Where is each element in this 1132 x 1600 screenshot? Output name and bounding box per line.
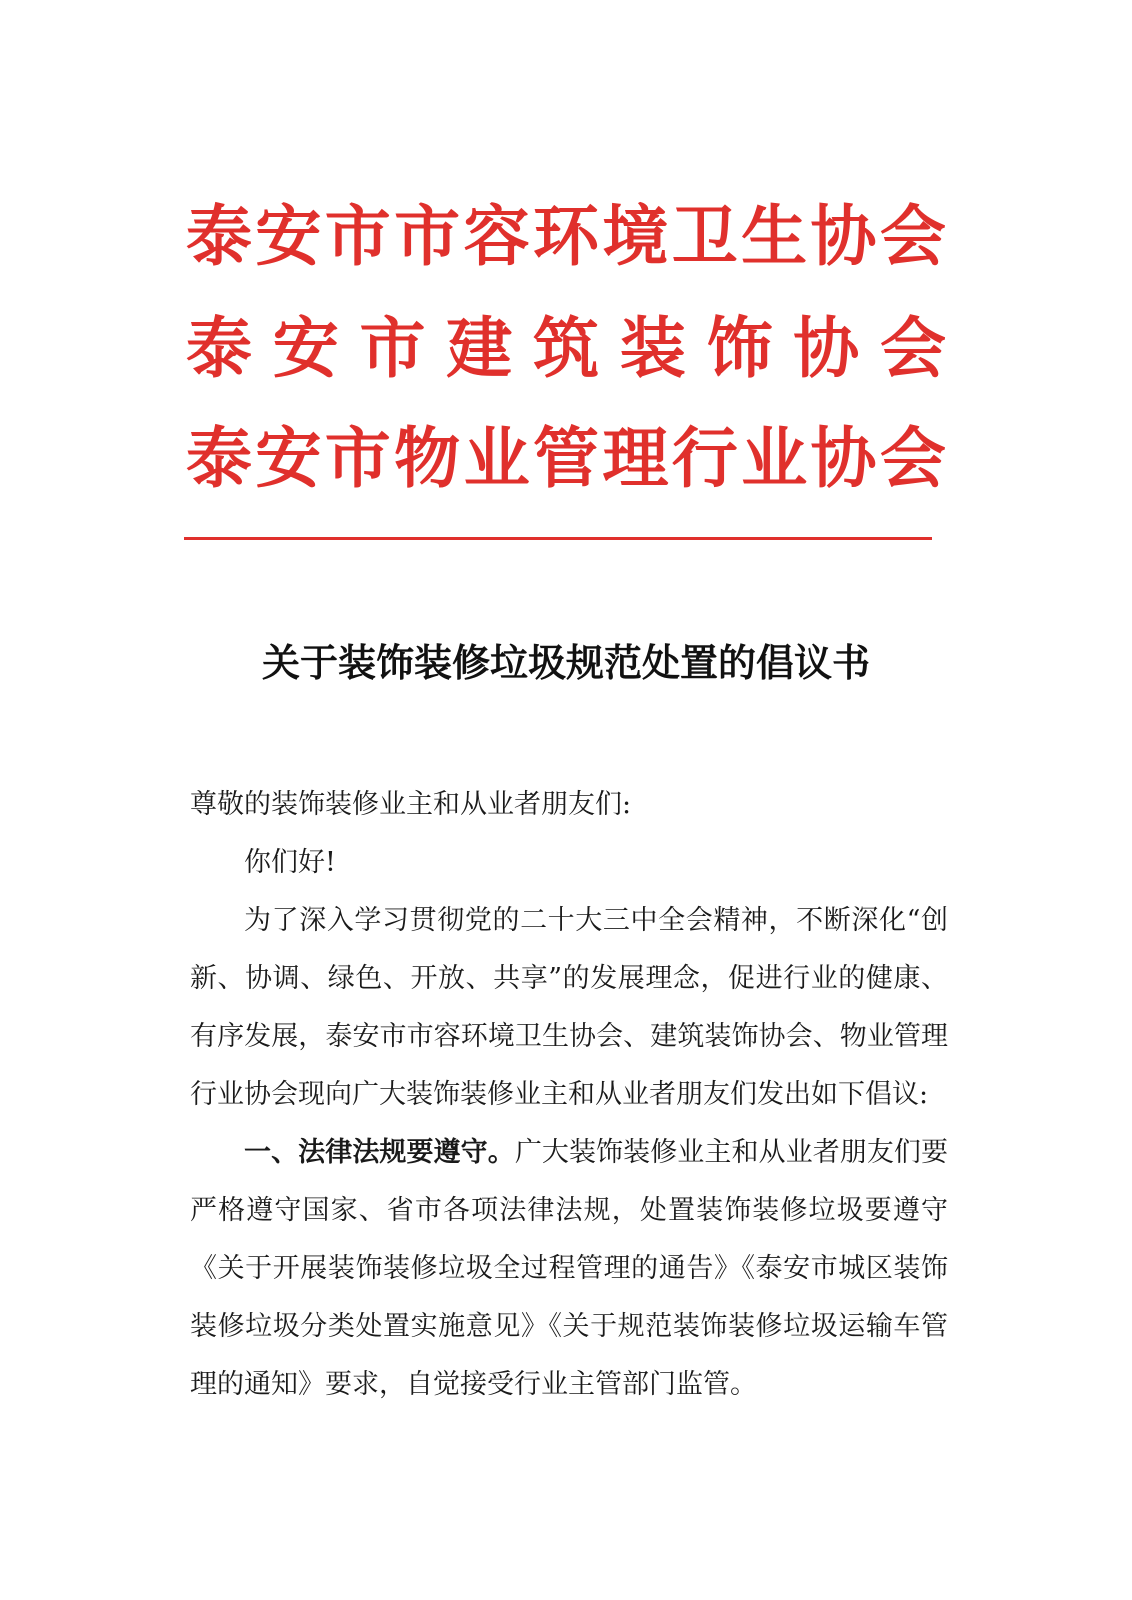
letterhead-char: 会 [880, 310, 946, 387]
letterhead-char: 环 [532, 198, 599, 275]
letterhead-char: 市 [324, 420, 391, 497]
document-title: 关于装饰装修垃圾规范处置的倡议书 [261, 640, 870, 685]
letterhead-char: 卫 [671, 198, 738, 275]
letterhead-char: 境 [602, 198, 669, 275]
letterhead-char: 协 [810, 198, 877, 275]
letterhead-char: 物 [394, 420, 461, 497]
letterhead [186, 188, 946, 508]
item-1-paragraph [190, 1124, 948, 1414]
salutation: 尊敬的装饰装修业主和从业者朋友们: [190, 789, 632, 820]
letterhead-char: 协 [793, 310, 860, 387]
letterhead-char: 容 [463, 198, 530, 275]
item-1-text: 广大装饰装修业主和从业者朋友们要严格遵守国家、省市各项法律法规，处置装饰装修垃圾要遵守《关于开展装饰装修垃圾全过程管理的通告》《泰安市城区装饰装修垃圾分类处置实施意见》《关于规范装饰装修垃圾运输车管理的通知》要求，自觉接受行业主管部门监管。 [190, 1137, 949, 1400]
letterhead-char: 安 [272, 310, 339, 387]
letterhead-char: 业 [463, 420, 530, 497]
letterhead-char: 泰 [186, 310, 252, 387]
letterhead-char: 安 [255, 198, 322, 275]
letterhead-char: 筑 [533, 310, 599, 387]
letterhead-char: 市 [324, 198, 391, 275]
letterhead-char: 行 [671, 420, 738, 497]
letterhead-char: 安 [255, 420, 322, 497]
letterhead-line-3 [186, 410, 946, 508]
letterhead-char: 建 [446, 310, 513, 387]
letterhead-char: 饰 [706, 310, 773, 387]
letterhead-char: 装 [619, 310, 686, 387]
letterhead-char: 泰 [186, 420, 252, 497]
letterhead-char: 会 [879, 420, 946, 497]
greeting: 你们好! [244, 847, 336, 878]
letterhead-line-2 [186, 300, 946, 398]
letterhead-char: 市 [394, 198, 461, 275]
letterhead-char: 理 [602, 420, 669, 497]
document-body [190, 776, 948, 1414]
letterhead-char: 业 [741, 420, 808, 497]
item-1-heading: 一、法律法规要遵守。 [244, 1137, 515, 1168]
letterhead-line-1 [186, 188, 946, 286]
letterhead-char: 协 [810, 420, 877, 497]
letterhead-char: 管 [532, 420, 599, 497]
letterhead-char: 市 [359, 310, 426, 387]
letterhead-char: 会 [879, 198, 946, 275]
intro-paragraph: 为了深入学习贯彻党的二十大三中全会精神，不断深化“创新、协调、绿色、开放、共享”的发展理念，促进行业的健康、有序发展，泰安市市容环境卫生协会、建筑装饰协会、物业管理行业协会现向广大装饰装修业主和从业者朋友们发出如下倡议: [190, 905, 948, 1110]
letterhead-divider [184, 537, 932, 540]
letterhead-char: 生 [741, 198, 808, 275]
letterhead-char: 泰 [186, 198, 252, 275]
